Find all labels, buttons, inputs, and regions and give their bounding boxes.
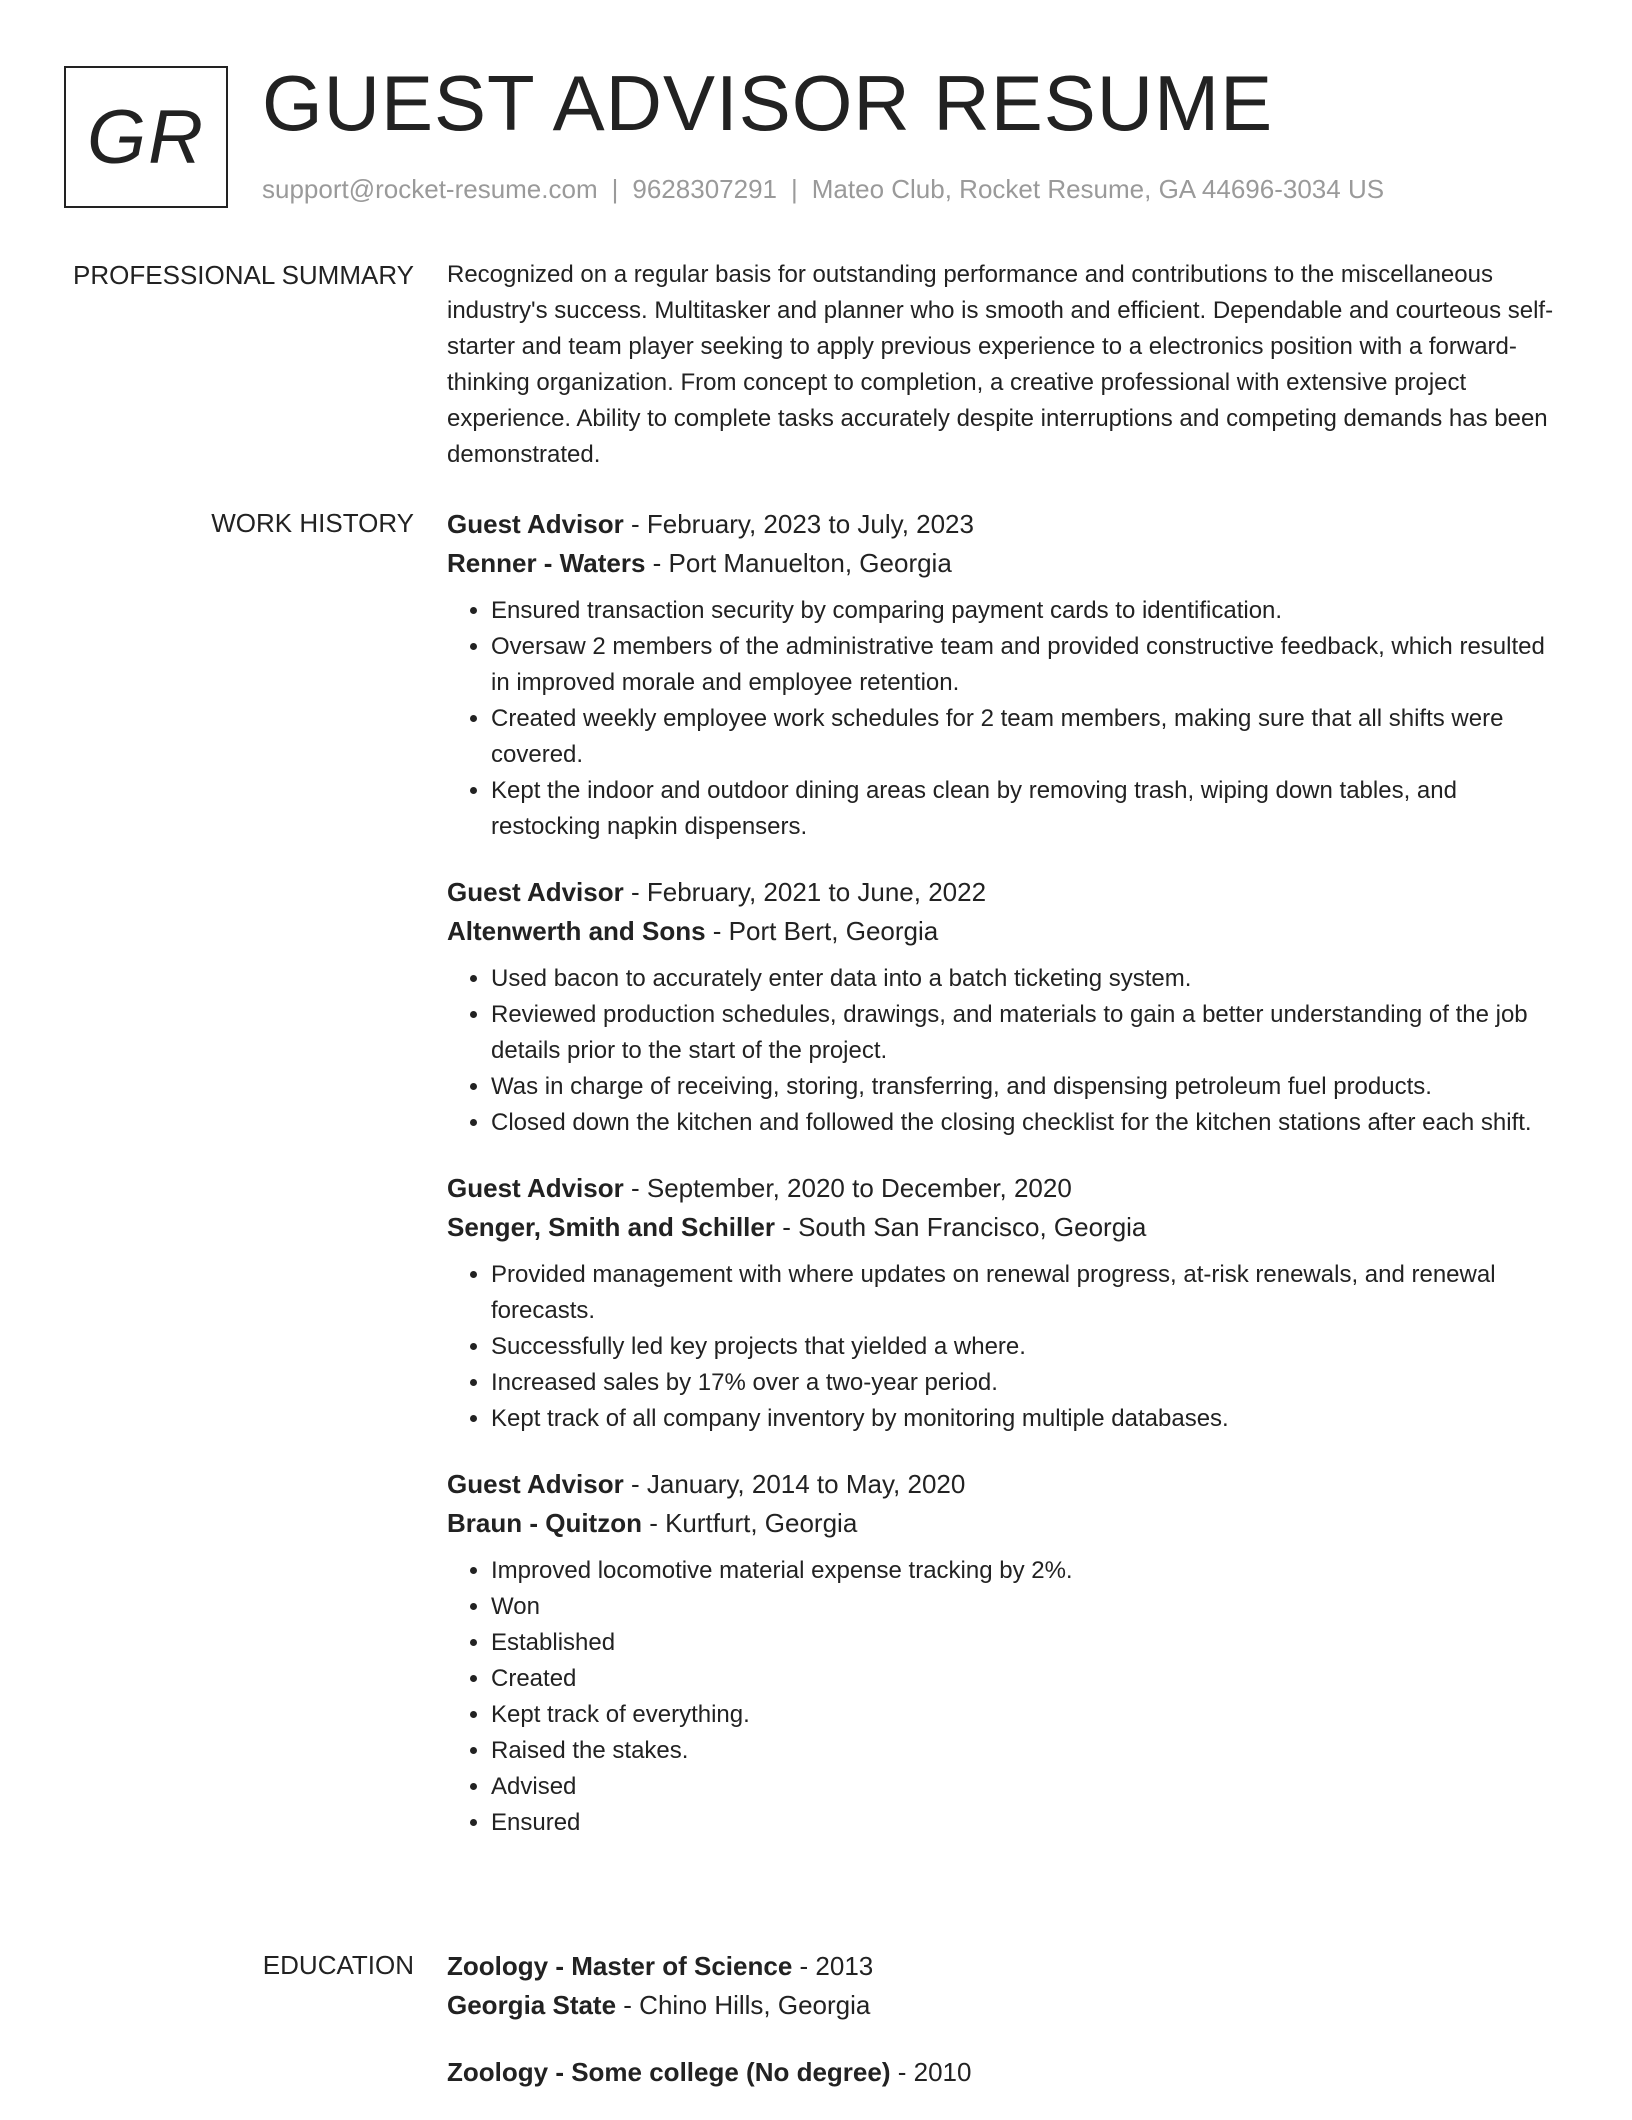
job-dates: - January, 2014 to May, 2020 [623, 1469, 966, 1499]
job-dates: - September, 2020 to December, 2020 [623, 1173, 1072, 1203]
education-location: - Chino Hills, Georgia [616, 1990, 871, 2020]
job-entry [447, 873, 1567, 1141]
contact-address: Mateo Club, Rocket Resume, GA 44696-3034 US [811, 174, 1385, 204]
work-history-list [447, 505, 1567, 1869]
summary-heading: PROFESSIONAL SUMMARY [73, 260, 414, 290]
job-bullet: • Increased sales by 17% over a two-year period. [491, 1365, 1567, 1401]
education-year: - 2013 [792, 1951, 874, 1981]
job-bullet: • Reviewed production schedules, drawings, and materials to gain a better understanding of the job details prior to the start of the project. [491, 997, 1567, 1069]
job-entry [447, 1169, 1567, 1437]
job-bullet: • Used bacon to accurately enter data into a batch ticketing system. [491, 961, 1567, 997]
education-degree-line [447, 1947, 1567, 1986]
education-entry [447, 2053, 1567, 2092]
education-school-line [447, 1986, 1567, 2025]
education-heading: EDUCATION [262, 1950, 414, 1980]
contact-line [262, 174, 1384, 205]
job-bullet: • Was in charge of receiving, storing, transferring, and dispensing petroleum fuel products. [491, 1069, 1567, 1105]
job-company: Renner - Waters [447, 548, 646, 578]
contact-email[interactable]: support@rocket-resume.com [262, 174, 598, 204]
summary-text: Recognized on a regular basis for outstanding performance and contributions to the miscellaneous industry's success. Multitasker and planner who is smooth and efficient. Dependable and courteous self-starter and team player seeking to apply previous experience to a electronics position with a forward-thinking organization. From concept to completion, a creative professional with extensive project experience. Ability to complete tasks accurately despite interruptions and competing demands has been demonstrated. [447, 261, 1554, 468]
job-entry [447, 505, 1567, 845]
job-company-line [447, 912, 1567, 951]
education-school: Georgia State [447, 1990, 617, 2020]
job-bullet-list [447, 1553, 1567, 1841]
job-company-line [447, 1208, 1567, 1247]
job-dates: - February, 2023 to July, 2023 [623, 509, 974, 539]
monogram-box [64, 66, 228, 208]
job-bullet: • Won [491, 1589, 1567, 1625]
education-degree: Zoology - Master of Science [447, 1951, 793, 1981]
job-bullet: • Oversaw 2 members of the administrative team and provided constructive feedback, which resulted in improved morale and employee retention. [491, 629, 1567, 701]
job-company-line [447, 1504, 1567, 1543]
job-company-line [447, 544, 1567, 583]
job-title: Guest Advisor [447, 1173, 624, 1203]
job-title-line [447, 1465, 1567, 1504]
education-list [447, 1947, 1567, 2120]
job-bullet: • Created weekly employee work schedules for 2 team members, making sure that all shifts were covered. [491, 701, 1567, 773]
job-bullet: • Raised the stakes. [491, 1733, 1567, 1769]
job-location: - Port Bert, Georgia [705, 916, 939, 946]
job-company: Senger, Smith and Schiller [447, 1212, 775, 1242]
education-degree-line [447, 2053, 1567, 2092]
job-bullet-list [447, 593, 1567, 845]
job-bullet: • Ensured transaction security by comparing payment cards to identification. [491, 593, 1567, 629]
job-location: - Port Manuelton, Georgia [645, 548, 952, 578]
job-bullet: • Kept track of everything. [491, 1697, 1567, 1733]
job-title-line [447, 873, 1567, 912]
job-bullet: • Ensured [491, 1805, 1567, 1841]
contact-phone[interactable]: 9628307291 [632, 174, 777, 204]
job-bullet: • Created [491, 1661, 1567, 1697]
job-bullet: • Successfully led key projects that yielded a where. [491, 1329, 1567, 1365]
summary-body [447, 257, 1567, 473]
education-entry [447, 1947, 1567, 2025]
job-title: Guest Advisor [447, 877, 624, 907]
job-bullet: • Established [491, 1625, 1567, 1661]
job-title: Guest Advisor [447, 509, 624, 539]
job-bullet: • Improved locomotive material expense tracking by 2%. [491, 1553, 1567, 1589]
education-year: - 2010 [890, 2057, 972, 2087]
job-bullet-list [447, 961, 1567, 1141]
job-bullet: • Kept track of all company inventory by monitoring multiple databases. [491, 1401, 1567, 1437]
job-bullet: • Provided management with where updates on renewal progress, at-risk renewals, and renewal forecasts. [491, 1257, 1567, 1329]
job-location: - Kurtfurt, Georgia [641, 1508, 858, 1538]
job-bullet: • Closed down the kitchen and followed the closing checklist for the kitchen stations after each shift. [491, 1105, 1567, 1141]
job-entry [447, 1465, 1567, 1841]
job-bullet-list [447, 1257, 1567, 1437]
contact-separator: | [791, 174, 798, 204]
job-location: - South San Francisco, Georgia [774, 1212, 1147, 1242]
job-dates: - February, 2021 to June, 2022 [623, 877, 987, 907]
job-title: Guest Advisor [447, 1469, 624, 1499]
job-title-line [447, 505, 1567, 544]
education-degree: Zoology - Some college (No degree) [447, 2057, 891, 2087]
job-bullet: • Kept the indoor and outdoor dining areas clean by removing trash, wiping down tables, and restocking napkin dispensers. [491, 773, 1567, 845]
work-history-heading: WORK HISTORY [211, 508, 414, 538]
job-bullet: • Advised [491, 1769, 1567, 1805]
job-title-line [447, 1169, 1567, 1208]
page-title: GUEST ADVISOR RESUME [262, 59, 1274, 147]
job-company: Braun - Quitzon [447, 1508, 642, 1538]
job-company: Altenwerth and Sons [447, 916, 706, 946]
contact-separator: | [611, 174, 619, 204]
monogram-initials: GR [87, 94, 205, 180]
